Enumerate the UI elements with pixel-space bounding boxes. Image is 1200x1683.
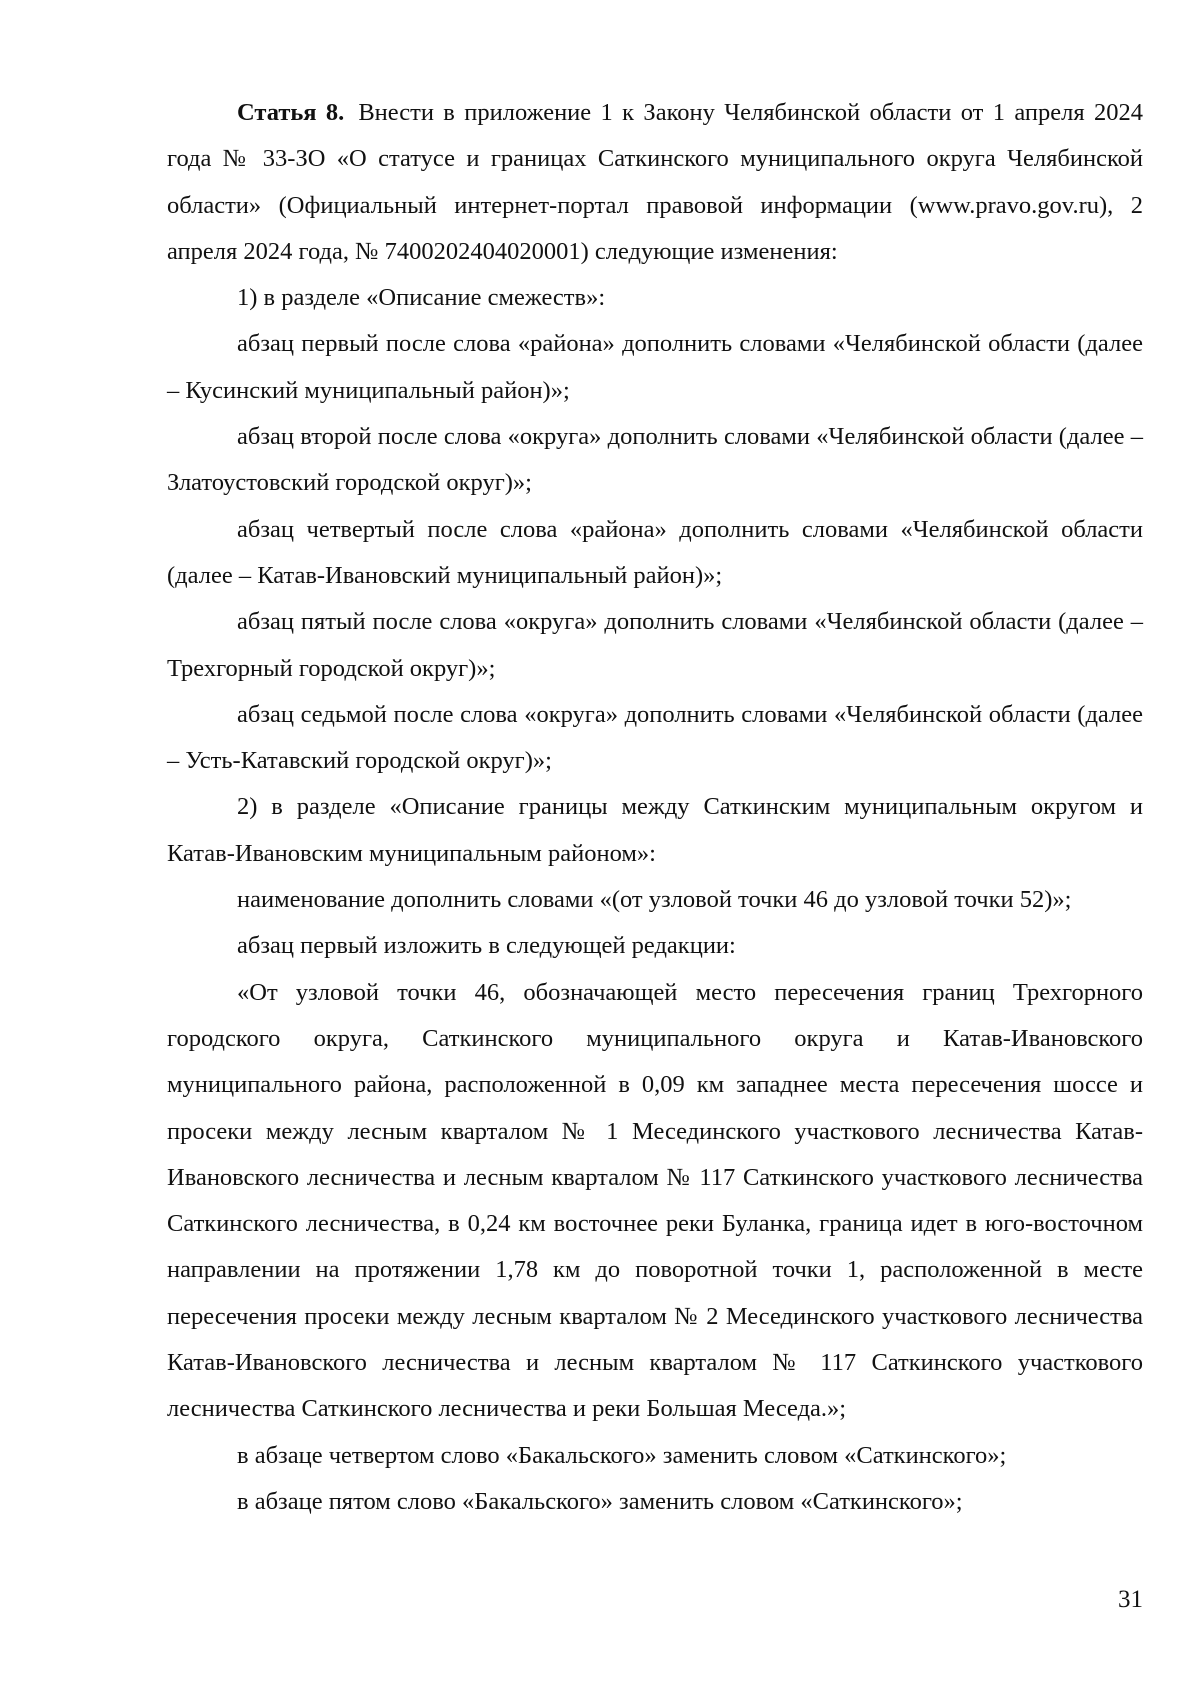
article-heading: Статья 8. [237,99,345,126]
document-body [167,90,1143,1525]
paragraph: абзац седьмой после слова «округа» дополнить словами «Челябинской области (далее – Усть-Катавский городской округ)»; [167,700,1143,775]
article-intro-paragraph [167,90,1143,275]
paragraph: абзац первый изложить в следующей редакции: [237,932,736,960]
paragraph: абзац второй после слова «округа» дополнить словами «Челябинской области (далее – Златоустовский городской округ)»; [167,423,1143,497]
paragraph: 1) в разделе «Описание смежеств»: [237,284,606,312]
paragraph: 2) в разделе «Описание границы между Саткинским муниципальным округом и Катав-Ивановским муниципальным районом»: [167,793,1143,867]
paragraph: абзац четвертый после слова «района» дополнить словами «Челябинской области (далее – Катав-Ивановский муниципальный район)»; [167,515,1143,589]
page-number: 31 [1118,1586,1143,1613]
paragraph: наименование дополнить словами «(от узловой точки 46 до узловой точки 52)»; [237,886,1072,914]
paragraph: в абзаце четвертом слово «Бакальского» заменить словом «Саткинского»; [237,1441,1007,1469]
paragraph-text: Внести в приложение 1 к Закону Челябинской области от 1 апреля 2024 года № 33-ЗО «О статусе и границах Саткинского муниципального округа Челябинской области» (Официальный интернет-портал правовой информации (www.pravo.gov.ru), 2 апреля 2024 года, № 7400202404020001) следующие изменения: [167,99,1143,265]
paragraph: в абзаце пятом слово «Бакальского» заменить словом «Саткинского»; [237,1487,963,1515]
paragraph: «От узловой точки 46, обозначающей место пересечения границ Трехгорного городского округа, Саткинского муниципального округа и Катав-Ивановского муниципального района, расположенной в 0,09 км западнее места пересечения шоссе и просеки между лесным кварталом № 1 Месединского участкового лесничества Катав-Ивановского лесничества и лесным кварталом № 117 Саткинского участкового лесничества Саткинского лесничества, в 0,24 км восточнее реки Буланка, граница идет в юго-восточном направлении на протяжении 1,78 км до поворотной точки 1, расположенной в месте пересечения просеки между лесным кварталом № 2 Месединского участкового лесничества Катав-Ивановского лесничества и лесным кварталом № 117 Саткинского участкового лесничества Саткинского лесничества и реки Большая Меседа.»; [167,978,1143,1423]
paragraph: абзац первый после слова «района» дополнить словами «Челябинской области (далее – Кусинский муниципальный район)»; [167,330,1143,404]
paragraph: абзац пятый после слова «округа» дополнить словами «Челябинской области (далее – Трехгорный городской округ)»; [167,608,1143,682]
